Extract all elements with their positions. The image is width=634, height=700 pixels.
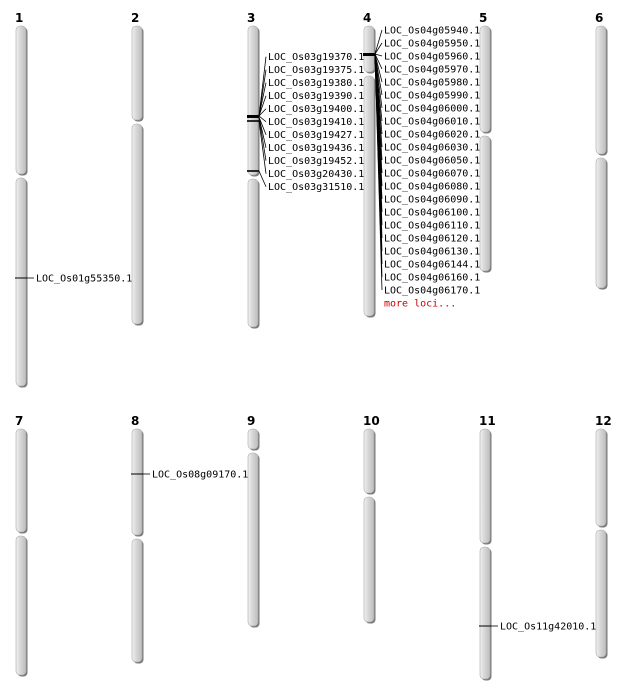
locus-label[interactable]: LOC_Os03g19380.1 xyxy=(268,78,365,90)
locus-connector xyxy=(259,121,266,174)
locus-label[interactable]: LOC_Os04g06070.1 xyxy=(384,168,481,180)
locus-label[interactable]: LOC_Os11g42010.1 xyxy=(500,621,597,633)
chromosome-5[interactable] xyxy=(479,11,492,273)
locus-label[interactable]: LOC_Os03g20430.1 xyxy=(268,169,365,181)
chromosome-label: 9 xyxy=(247,414,256,428)
chromosome-label: 10 xyxy=(363,414,380,428)
locus-label[interactable]: LOC_Os04g06050.1 xyxy=(384,155,481,167)
locus-label[interactable]: LOC_Os03g19427.1 xyxy=(268,130,365,142)
locus-label[interactable]: LOC_Os03g19390.1 xyxy=(268,91,365,103)
locus-label[interactable]: LOC_Os04g06160.1 xyxy=(384,272,481,284)
locus-label[interactable]: LOC_Os03g19410.1 xyxy=(268,117,365,129)
locus-label[interactable]: LOC_Os04g05960.1 xyxy=(384,51,481,63)
locus-connector xyxy=(259,171,266,187)
locus-label[interactable]: LOC_Os04g06120.1 xyxy=(384,233,481,245)
locus-label[interactable]: LOC_Os01g55350.1 xyxy=(36,273,133,285)
chromosome-2[interactable] xyxy=(131,11,144,326)
chromosome-9[interactable] xyxy=(247,414,260,628)
locus-label[interactable]: LOC_Os04g05980.1 xyxy=(384,77,481,89)
chromosome-11[interactable] xyxy=(479,414,596,681)
chromosome-label: 12 xyxy=(595,414,612,428)
chromosome-label: 8 xyxy=(131,414,140,428)
locus-label[interactable]: LOC_Os04g06090.1 xyxy=(384,194,481,206)
locus-label[interactable]: LOC_Os04g06030.1 xyxy=(384,142,481,154)
chromosome-label: 11 xyxy=(479,414,496,428)
chromosome-3[interactable] xyxy=(247,11,364,329)
locus-label[interactable]: LOC_Os04g05940.1 xyxy=(384,25,481,37)
chromosome-1[interactable] xyxy=(15,11,132,388)
chromosome-label: 3 xyxy=(247,11,256,25)
chromosome-label: 6 xyxy=(595,11,604,25)
locus-label[interactable]: LOC_Os04g06080.1 xyxy=(384,181,481,193)
chromosome-8[interactable] xyxy=(131,414,248,664)
chromosome-label: 5 xyxy=(479,11,488,25)
locus-label[interactable]: LOC_Os03g31510.1 xyxy=(268,182,365,194)
locus-label[interactable]: LOC_Os04g06170.1 xyxy=(384,285,481,297)
locus-label[interactable]: LOC_Os04g06100.1 xyxy=(384,207,481,219)
locus-label[interactable]: LOC_Os03g19375.1 xyxy=(268,65,365,77)
locus-connector xyxy=(375,30,382,54)
locus-label[interactable]: LOC_Os08g09170.1 xyxy=(152,469,249,481)
chromosome-label: 1 xyxy=(15,11,24,25)
locus-label[interactable]: LOC_Os03g19370.1 xyxy=(268,52,365,64)
locus-label[interactable]: LOC_Os04g06000.1 xyxy=(384,103,481,115)
locus-label[interactable]: LOC_Os04g05950.1 xyxy=(384,38,481,50)
chromosome-label: 4 xyxy=(363,11,372,25)
locus-label[interactable]: LOC_Os04g05990.1 xyxy=(384,90,481,102)
locus-label[interactable]: LOC_Os04g06130.1 xyxy=(384,246,481,258)
locus-label[interactable]: LOC_Os04g06110.1 xyxy=(384,220,481,232)
chromosome-12[interactable] xyxy=(595,414,612,659)
locus-label[interactable]: LOC_Os03g19436.1 xyxy=(268,143,365,155)
chromosome-10[interactable] xyxy=(363,414,380,624)
locus-label[interactable]: LOC_Os04g06010.1 xyxy=(384,116,481,128)
locus-connector xyxy=(259,117,266,161)
locus-label[interactable]: LOC_Os03g19452.1 xyxy=(268,156,365,168)
chromosome-4[interactable] xyxy=(363,11,480,318)
more-loci-link[interactable]: more loci... xyxy=(384,298,457,310)
chromosome-label: 2 xyxy=(131,11,140,25)
locus-label[interactable]: LOC_Os04g05970.1 xyxy=(384,64,481,76)
chromosome-label: 7 xyxy=(15,414,24,428)
chromosome-7[interactable] xyxy=(15,414,28,677)
locus-label[interactable]: LOC_Os04g06144.1 xyxy=(384,259,481,271)
locus-label[interactable]: LOC_Os03g19400.1 xyxy=(268,104,365,116)
locus-connector xyxy=(375,43,382,54)
chromosome-6[interactable] xyxy=(595,11,608,290)
locus-connector xyxy=(259,70,266,116)
chromosomes xyxy=(15,11,612,681)
locus-label[interactable]: LOC_Os04g06020.1 xyxy=(384,129,481,141)
